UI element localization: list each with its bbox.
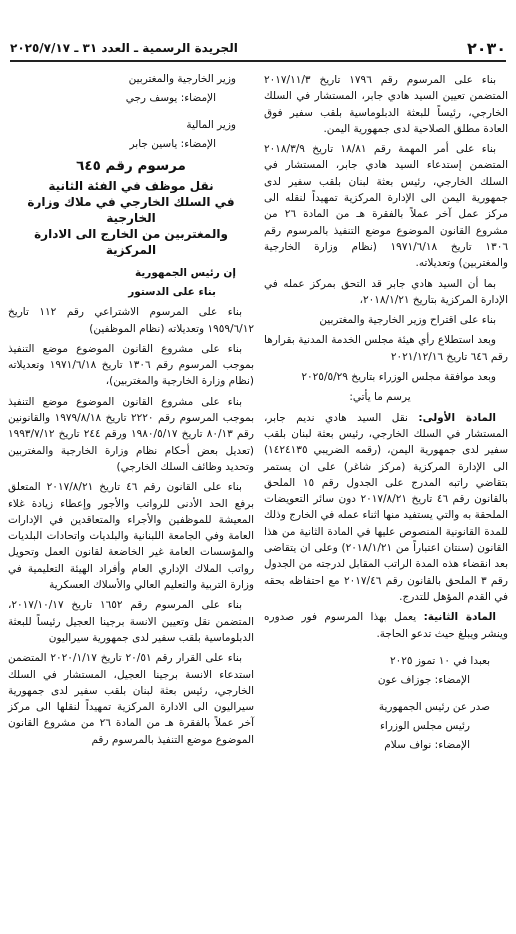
fm-signature: الإمضاء: يوسف رجي [125,92,216,104]
decree-subtitle-line: والمغتربين من الخارج الى الادارة المركزية [34,227,228,258]
decree-subtitle-line: نقل موظف في الفئة الثانية [48,179,214,194]
decree-intro: يرسم ما يأتي: [349,391,411,404]
article-1-text: نقل السيد هادي نديم جابر، المستشار في السلك الخارجي، رئيس بعثة لبنان بلقب سفير لدى جمهورية اليمن، (رقمه الضريبي ١٤٢٤١٣٥) الى الإدارة المركزية (مركز شاغر) على ان يستمر بتقاضي راتبه المدرج على الجدول رقم ١٥ الملحق بالقانون رقم ٤٦ تاريخ ٢٠١٧/٨/٢١ دون سائر التعويضات الملحقة به والتي يستفيد منها اثناء عمله في الخارج وذلك للمدة القانونية المنصوص عليها في المادة الثانية من هذا القانون (سنتان اعتباراً من ٢٠١٨/١/٢١) وعلى ان يتقاضى بعد انقضاء هذه المدة الراتب المقابل لدرجته من الجدول رقم ٣ الملحق بالقانون رقم ٢٠١٧/٤٦ مع احتفاظه بحقه في القدم المؤهل للتدرج. [264,411,509,603]
paragraph: وبعد موافقة مجلس الوزراء بتاريخ ٢٠٢٥/٥/٢٩ [301,371,496,384]
issued-by: صدر عن رئيس الجمهورية [378,700,490,713]
fm-title: وزير الخارجية والمغتربين [128,73,236,85]
date-line: بعبدا في ١٠ تموز ٢٠٢٥ [389,654,490,667]
article-1-label: المادة الأولى: [418,411,496,424]
page-header [10,38,506,58]
article-2-label: المادة الثانية: [423,611,496,624]
decree-title: مرسوم رقم ٦٤٥ [76,158,186,174]
article-2 [264,609,508,642]
left-column [8,72,254,752]
finance-signature: الإمضاء: ياسين جابر [129,138,216,150]
paragraph: وبعد استطلاع رأي هيئة مجلس الخدمة المدنية بقرارها رقم ٦٤٦ تاريخ ٢٠٢١/١٢/١٦ [264,334,508,363]
paragraph: بناء على أمر المهمة رقم ١٨/٨١ تاريخ ٢٠١٨/٣/٩ المتضمن إستدعاء السيد هادي جابر، المستشار في السلك الخارجي، رئيس بعثة لبنان بلقب سفير لدى جمهورية اليمن الى الإدارة المركزية تمهيداً لنقله الى مركز عمل آخر عملاً بالفقرة هـ من المادة ٢٦ من مشروع القانون الموضوع موضع التنفيذ بالمرسوم رقم ١٣٠٦ تاريخ ١٩٧١/٦/١٨ (نظام وزارة الخارجية والمغتربين) وتعديلاته. [264,143,508,270]
constitution-line: بناء على الدستور [128,286,216,299]
right-column [264,72,508,757]
paragraph: بما أن السيد هادي جابر قد التحق بمركز عمله في الإدارة المركزية بتاريخ ٢٠١٨/١/٢١، [264,277,508,306]
running-title: الجريدة الرسمية ـ العدد ٣١ ـ ٢٠٢٥/٧/١٧ [10,41,238,55]
paragraph: بناء على اقتراح وزير الخارجية والمغتربين [319,314,496,327]
header-rule [10,60,506,62]
paragraph: بناء على مشروع القانون الموضوع موضع التنفيذ بموجب المرسوم رقم ١٣٠٦ تاريخ ١٩٧١/٦/١٨ وتعديلاته (نظام وزارة الخارجية والمغتربين)، [8,342,254,388]
paragraph: بناء على القانون رقم ٤٦ تاريخ ٢٠١٧/٨/٢١ المتعلق برفع الحد الأدنى للرواتب والأجور وإعطاء زيادة غلاء المعيشة للموظفين والأجراء والمتعاقدين في الإدارات العامة وفي الجامعة اللبنانية والبلديات واتحادات البلديات والمؤسسات العامة غير الخاضعة لقانون العمل وتحويل رواتب الملاك الإداري العام وأفراد الهيئة التعليمية في وزارة التربية والتعليم العالي والأسلاك العسكرية [8,481,254,592]
article-2-text: يعمل بهذا المرسوم فور صدوره وينشر ويبلغ حيث تدعو الحاجة. [264,611,508,640]
page-number: ٢٠٣٠ [466,38,506,58]
president-signature: الإمضاء: جوزاف عون [377,673,470,686]
pm-signature: الإمضاء: نواف سلام [384,738,470,751]
paragraph: بناء على المرسوم رقم ١٧٩٦ تاريخ ٢٠١٧/١١/٣ المتضمن تعيين السيد هادي جابر، المستشار في السلك الخارجي، رئيساً للبعثة الدبلوماسية بلقب سفير فوق العادة مطلق الصلاحية لدى جمهورية اليمن. [264,74,508,135]
pm-title: رئيس مجلس الوزراء [379,719,470,732]
paragraph: بناء على القرار رقم ٢٠/٥١ تاريخ ٢٠٢٠/١/١٧ المتضمن استدعاء الانسة برجينا العجيل، المستشار في السلك الخارجي، رئيس بعثة لبنان بلقب سفير لدى جمهورية سيراليون الى الادارة المركزية تمهيداً لنقلها الى مركز آخر عملاً بالفقرة هـ من المادة ٢٦ من مشروع القانون الموضوع موضع التنفيذ بالمرسوم رقم [8,652,254,746]
paragraph: بناء على المرسوم رقم ١٦٥٢ تاريخ ٢٠١٧/١٠/١٧، المتضمن نقل وتعيين الانسة برجينا العجيل رئيساً للبعثة الدبلوماسية بلقب سفير لدى جمهورية سيراليون [8,599,254,644]
decree-subtitle-line: في السلك الخارجي في ملاك وزارة الخارجية [27,195,235,226]
article-1 [264,410,508,606]
paragraph: بناء على مشروع القانون الموضوع موضع التنفيذ بموجب المرسوم رقم ٢٢٢٠ تاريخ ١٩٧٩/٨/١٨ والقانونين رقم ٨٠/١٣ تاريخ ١٩٨٠/٥/١٧ ورقم ٢٤٤ تاريخ ١٩٩٣/٧/١٢ (تعديل بعض أحكام نظام وزارة الخارجية والمغتربين وتحديد وظائف السلك الخارجي) [8,395,254,473]
decree-subtitle [8,178,254,258]
finance-title: وزير المالية [186,119,236,131]
paragraph: بناء على المرسوم الاشتراعي رقم ١١٢ تاريخ ١٩٥٩/٦/١٢ وتعديلاته (نظام الموظفين) [8,306,254,335]
president-heading: إن رئيس الجمهورية [134,267,236,280]
